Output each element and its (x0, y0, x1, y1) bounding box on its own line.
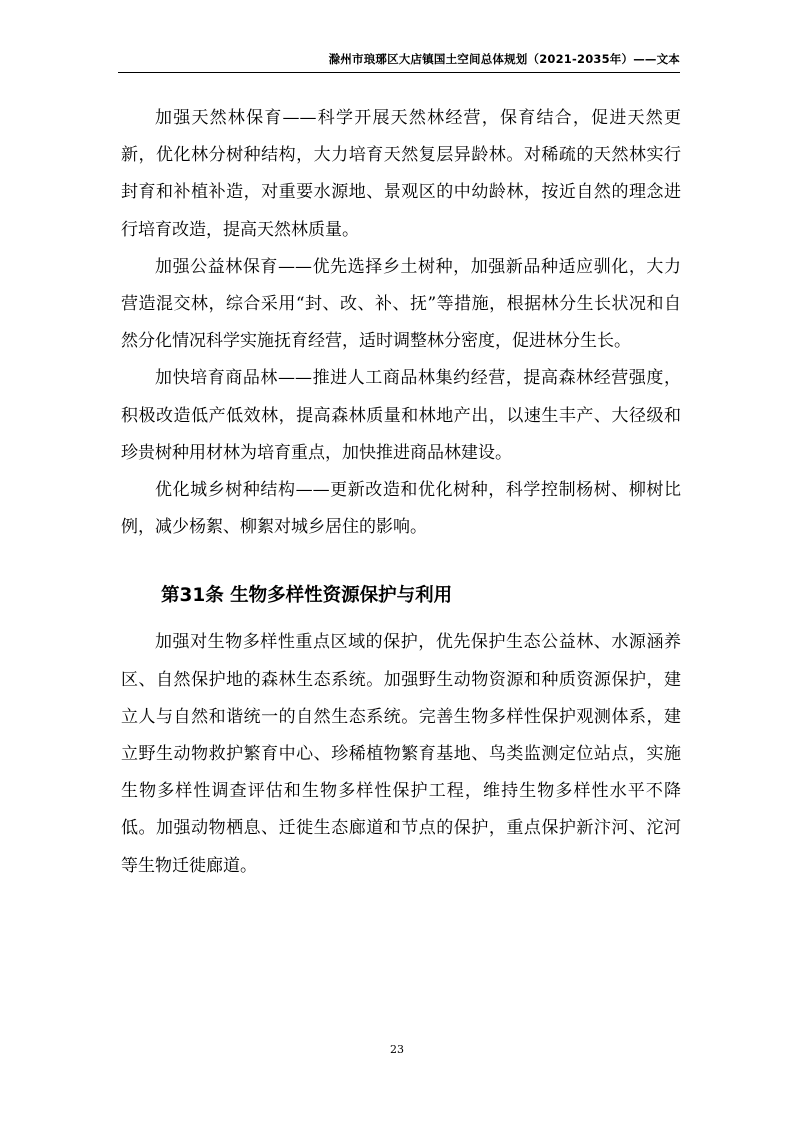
section-heading: 第31条 生物多样性资源保护与利用 (161, 585, 453, 607)
paragraph-public-forest: 加强公益林保育——优先选择乡土树种，加强新品种适应驯化，大力营造混交林，综合采用“封、改、补、抚”等措施，根据林分生长状况和自然分化情况科学实施抚育经营，适时调整林分密度，促进林分生长。 (121, 256, 681, 352)
paragraph-tree-species: 优化城乡树种结构——更新改造和优化树种，科学控制杨树、柳树比例，减少杨絮、柳絮对城乡居住的影响。 (121, 480, 681, 538)
paragraph-natural-forest: 加强天然林保育——科学开展天然林经营，保育结合，促进天然更新，优化林分树种结构，大力培育天然复层异龄林。对稀疏的天然林实行封育和补植补造，对重要水源地、景观区的中幼龄林，按近自然的理念进行培育改造，提高天然林质量。 (121, 108, 681, 240)
page-body (121, 100, 681, 885)
page-number: 23 (390, 1043, 404, 1056)
paragraph-biodiversity: 加强对生物多样性重点区域的保护，优先保护生态公益林、水源涵养区、自然保护地的森林生态系统。加强野生动物资源和种质资源保护，建立人与自然和谐统一的自然生态系统。完善生物多样性保护观测体系，建立野生动物救护繁育中心、珍稀植物繁育基地、鸟类监测定位站点，实施生物多样性调查评估和生物多样性保护工程，维持生物多样性水平不降低。加强动物栖息、迁徙生态廊道和节点的保护，重点保护新汴河、沱河等生物迁徙廊道。 (121, 632, 681, 876)
header-divider (118, 72, 680, 73)
running-header: 滁州市琅琊区大店镇国土空间总体规划（2021-2035年）——文本 (328, 52, 680, 66)
paragraph-commercial-forest: 加快培育商品林——推进人工商品林集约经营，提高森林经营强度，积极改造低产低效林，提高森林质量和林地产出，以速生丰产、大径级和珍贵树种用材林为培育重点，加快推进商品林建设。 (121, 368, 681, 463)
